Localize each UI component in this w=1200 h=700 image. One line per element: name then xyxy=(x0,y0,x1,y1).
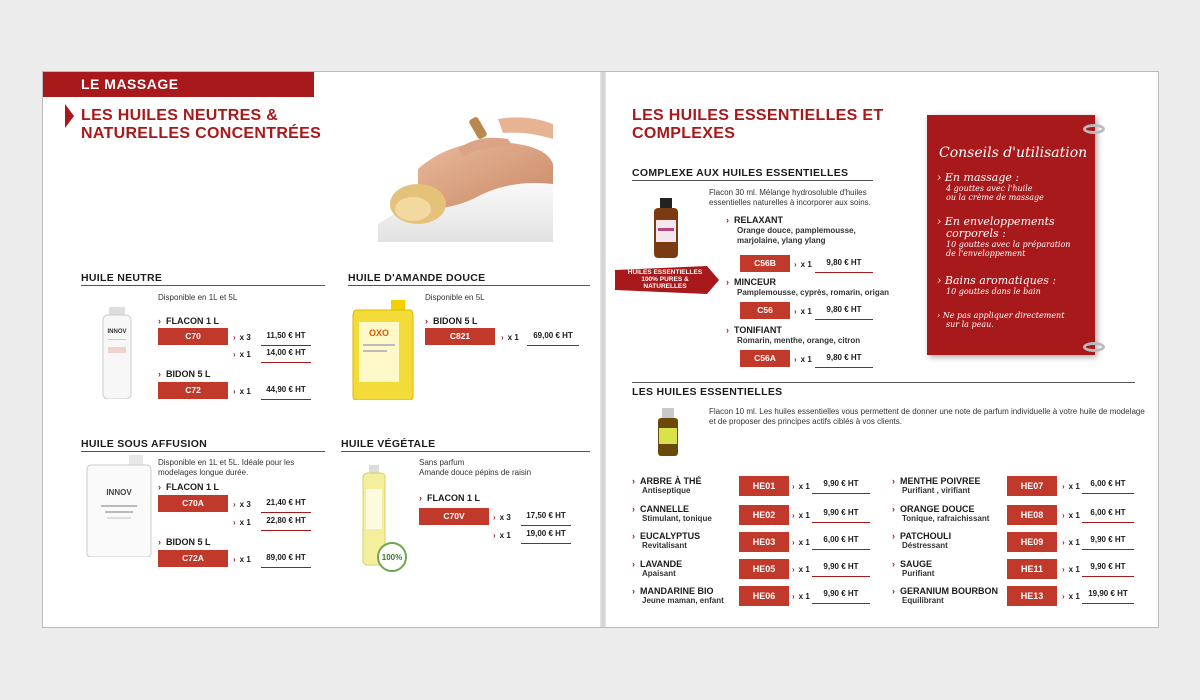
essential-oil-item xyxy=(892,559,934,579)
conseil-head: › Bains aromatiques : xyxy=(937,274,1056,287)
product-code: HE08 xyxy=(1007,505,1057,525)
conseil-line: 10 gouttes dans le bain xyxy=(946,287,1041,296)
oil-name: › LAVANDE xyxy=(632,559,682,569)
conseils-title: Conseils d'utilisation xyxy=(939,145,1088,161)
oil-name: › GERANIUM BOURBON xyxy=(892,586,998,596)
product-code: HE06 xyxy=(739,586,789,606)
conseil-head: › En enveloppements xyxy=(937,215,1055,228)
oil-name: › MENTHE POIVREE xyxy=(892,476,981,486)
product-code: HE02 xyxy=(739,505,789,525)
price-label: 21,40 € HT xyxy=(261,498,311,513)
quantity-label: › x 1 xyxy=(792,592,810,601)
oil-desc: Apaisant xyxy=(642,569,676,578)
price-label: 44,90 € HT xyxy=(261,385,311,400)
conseil-line: sur la peau. xyxy=(946,320,994,329)
desc-line: et de proposer des principes actifs ciblés à vos clients. xyxy=(709,417,902,426)
oil-name: › ORANGE DOUCE xyxy=(892,504,989,514)
conseil-head: › En massage : xyxy=(937,171,1019,184)
complexe-heading: COMPLEXE AUX HUILES ESSENTIELLES xyxy=(632,167,849,179)
right-page-title xyxy=(632,107,883,143)
conseil-line: de l'enveloppement xyxy=(946,249,1026,258)
desc-line: Disponible en 1L et 5L. Idéale pour les xyxy=(158,458,295,467)
bottle-brand-label: INNOV xyxy=(107,329,127,335)
huile-amande-heading: HUILE D'AMANDE DOUCE xyxy=(348,272,486,284)
title-line: NATURELLES CONCENTRÉES xyxy=(81,125,322,142)
huile-neutre-bottle xyxy=(99,307,135,399)
price-label: 14,00 € HT xyxy=(261,348,311,363)
essential-oil-item xyxy=(892,531,951,551)
price-label: 9,80 € HT xyxy=(815,305,873,320)
quantity-label: › x 1 xyxy=(233,518,251,527)
huile-affusion-bidon xyxy=(85,455,153,557)
desc-line: Sans parfum xyxy=(419,458,465,467)
price-label: 6,00 € HT xyxy=(1082,508,1134,523)
divider xyxy=(348,285,590,286)
section-tag: LE MASSAGE xyxy=(43,72,314,97)
quantity-label: › x 1 xyxy=(792,565,810,574)
left-page-title xyxy=(81,107,321,143)
option-label: › FLACON 1 L xyxy=(158,482,219,492)
product-code: C70A xyxy=(158,495,228,512)
price-label: 9,80 € HT xyxy=(815,258,873,273)
huile-neutre-desc: Disponible en 1L et 5L xyxy=(158,293,238,302)
conseil-item xyxy=(937,311,1064,329)
product-code: HE11 xyxy=(1007,559,1057,579)
huile-vegetale-bottle xyxy=(359,465,409,577)
huile-neutre-heading: HUILE NEUTRE xyxy=(81,272,163,284)
quantity-label: › x 1 xyxy=(493,531,511,540)
title-line: LES HUILES NEUTRES & xyxy=(81,107,279,124)
huile-vegetale-heading: HUILE VÉGÉTALE xyxy=(341,438,436,450)
price-label: 89,00 € HT xyxy=(261,553,311,568)
quantity-label: › x 1 xyxy=(792,482,810,491)
option-label: › BIDON 5 L xyxy=(425,316,478,326)
vegetal-badge-label: 100% xyxy=(381,553,403,562)
quantity-label: › x 1 xyxy=(1062,538,1080,547)
product-code: HE05 xyxy=(739,559,789,579)
quantity-label: › x 1 xyxy=(1062,565,1080,574)
product-code: HE01 xyxy=(739,476,789,496)
desc-line: Flacon 30 ml. Mélange hydrosoluble d'huiles xyxy=(709,188,867,197)
huile-vegetale-desc xyxy=(419,458,531,478)
ring-clip-icon xyxy=(1083,342,1105,352)
option-label: › FLACON 1 L xyxy=(158,316,219,326)
oil-desc: Revitalisant xyxy=(642,541,687,550)
quantity-label: › x 1 xyxy=(501,333,519,342)
huile-affusion-heading: HUILE SOUS AFFUSION xyxy=(81,438,208,450)
quantity-label: › x 1 xyxy=(792,511,810,520)
quantity-label: › x 1 xyxy=(233,387,251,396)
product-code: C56B xyxy=(740,255,790,272)
desc-line: Amande douce pépins de raisin xyxy=(419,468,532,477)
desc-line: marjolaine, ylang ylang xyxy=(737,236,826,245)
option-label: › MINCEUR xyxy=(726,277,776,287)
essential-oil-item xyxy=(892,476,981,496)
product-code: C72 xyxy=(158,382,228,399)
product-code: C72A xyxy=(158,550,228,567)
quantity-label: › x 3 xyxy=(233,500,251,509)
price-label: 6,00 € HT xyxy=(1082,479,1134,494)
divider xyxy=(81,285,325,286)
oil-name: › CANNELLE xyxy=(632,504,712,514)
essential-oil-item xyxy=(632,559,682,579)
oil-desc: Déstressant xyxy=(902,541,948,550)
product-code: C821 xyxy=(425,328,495,345)
oil-desc: Purifiant xyxy=(902,569,935,578)
price-label: 9,90 € HT xyxy=(812,562,870,577)
conseil-line: ou la crème de massage xyxy=(946,193,1044,202)
essential-oil-item xyxy=(632,586,724,606)
price-label: 69,00 € HT xyxy=(527,331,579,346)
title-line: COMPLEXES xyxy=(632,125,736,142)
essential-oil-item xyxy=(632,504,712,524)
conseil-item xyxy=(937,275,1056,296)
massage-photo xyxy=(378,109,553,242)
product-code: C70 xyxy=(158,328,228,345)
quantity-label: › x 1 xyxy=(792,538,810,547)
price-label: 19,90 € HT xyxy=(1082,589,1134,604)
quantity-label: › x 1 xyxy=(794,307,812,316)
conseil-line: › Ne pas appliquer directement xyxy=(937,311,1065,320)
oil-name: › EUCALYPTUS xyxy=(632,531,700,541)
price-label: 9,90 € HT xyxy=(1082,535,1134,550)
huile-amande-desc: Disponible en 5L xyxy=(425,293,485,302)
quantity-label: › x 3 xyxy=(233,333,251,342)
price-label: 17,50 € HT xyxy=(521,511,571,526)
price-label: 22,80 € HT xyxy=(261,516,311,531)
title-marker-icon xyxy=(65,104,74,128)
price-label: 11,50 € HT xyxy=(261,331,311,346)
bidon-brand-label: OXO xyxy=(368,328,390,338)
price-label: 9,90 € HT xyxy=(812,508,870,523)
conseil-item xyxy=(937,172,1044,202)
desc-line: Flacon 10 ml. Les huiles essentielles vous permettent de donner une note de parfum individuelle à votre huile de modelage xyxy=(709,407,1145,416)
option-desc: Romarin, menthe, orange, citron xyxy=(737,336,861,345)
oil-name: › PATCHOULI xyxy=(892,531,951,541)
option-label: › RELAXANT xyxy=(726,215,783,225)
essential-oil-item xyxy=(632,476,702,496)
quantity-label: › x 1 xyxy=(233,555,251,564)
product-code: C56 xyxy=(740,302,790,319)
option-desc: Pamplemousse, cyprès, romarin, origan xyxy=(737,288,890,297)
essential-oil-item xyxy=(632,531,700,551)
oil-name: › SAUGE xyxy=(892,559,934,569)
conseil-head: corporels : xyxy=(946,227,1006,240)
quantity-label: › x 1 xyxy=(233,350,251,359)
complexe-desc xyxy=(709,188,871,208)
option-label: › TONIFIANT xyxy=(726,325,782,335)
product-code: HE07 xyxy=(1007,476,1057,496)
oil-desc: Stimulant, tonique xyxy=(642,514,712,523)
banner-line: 100% PURES & xyxy=(641,276,689,283)
huile-amande-bidon xyxy=(351,300,415,400)
complexe-bottle xyxy=(651,198,681,258)
oil-desc: Equilibrant xyxy=(902,596,944,605)
product-code: HE03 xyxy=(739,532,789,552)
page-gutter xyxy=(600,72,606,627)
desc-line: Orange douce, pamplemousse, xyxy=(737,226,856,235)
price-label: 19,00 € HT xyxy=(521,529,571,544)
quantity-label: › x 1 xyxy=(1062,482,1080,491)
desc-line: essentielles naturelles à incorporer aux soins. xyxy=(709,198,871,207)
option-label: › FLACON 1 L xyxy=(419,493,480,503)
essentielles-heading: LES HUILES ESSENTIELLES xyxy=(632,386,783,398)
divider xyxy=(632,180,873,181)
option-label: › BIDON 5 L xyxy=(158,537,211,547)
quantity-label: › x 1 xyxy=(794,260,812,269)
banner-line: HUILES ESSENTIELLES xyxy=(627,269,703,276)
price-label: 9,80 € HT xyxy=(815,353,873,368)
pure-oils-banner xyxy=(615,266,719,294)
price-label: 6,00 € HT xyxy=(812,535,870,550)
divider xyxy=(632,382,1135,383)
banner-line: NATURELLES xyxy=(643,283,687,290)
product-code: C70V xyxy=(419,508,489,525)
essential-oil-item xyxy=(892,586,998,606)
oil-desc: Tonique, rafraichissant xyxy=(902,514,990,523)
divider xyxy=(341,451,590,452)
quantity-label: › x 1 xyxy=(1062,511,1080,520)
option-desc xyxy=(737,226,856,246)
price-label: 9,90 € HT xyxy=(1082,562,1134,577)
oil-name: › ARBRE À THÉ xyxy=(632,476,702,486)
option-label: › BIDON 5 L xyxy=(158,369,211,379)
product-code: HE09 xyxy=(1007,532,1057,552)
title-line: LES HUILES ESSENTIELLES ET xyxy=(632,107,884,124)
quantity-label: › x 1 xyxy=(794,355,812,364)
product-code: C56A xyxy=(740,350,790,367)
oil-desc: Antiseptique xyxy=(642,486,691,495)
divider xyxy=(81,451,325,452)
huile-affusion-desc xyxy=(158,458,294,478)
conseil-line: 10 gouttes avec la préparation xyxy=(946,240,1071,249)
price-label: 9,90 € HT xyxy=(812,479,870,494)
essential-oil-bottle xyxy=(655,408,681,456)
brochure-spread xyxy=(42,71,1159,628)
oil-name: › MANDARINE BIO xyxy=(632,586,724,596)
bidon-brand-label: INNOV xyxy=(106,488,132,497)
conseils-card xyxy=(927,115,1095,355)
product-code: HE13 xyxy=(1007,586,1057,606)
essential-oil-item xyxy=(892,504,989,524)
oil-desc: Jeune maman, enfant xyxy=(642,596,724,605)
desc-line: modelages longue durée. xyxy=(158,468,249,477)
conseil-line: 4 gouttes avec l'huile xyxy=(946,184,1033,193)
conseil-line: Ne pas appliquer directement xyxy=(942,311,1065,320)
ring-clip-icon xyxy=(1083,124,1105,134)
price-label: 9,90 € HT xyxy=(812,589,870,604)
essentielles-desc xyxy=(709,407,1149,427)
quantity-label: › x 3 xyxy=(493,513,511,522)
quantity-label: › x 1 xyxy=(1062,592,1080,601)
conseil-item xyxy=(937,216,1070,258)
oil-desc: Purifiant , virifiant xyxy=(902,486,971,495)
